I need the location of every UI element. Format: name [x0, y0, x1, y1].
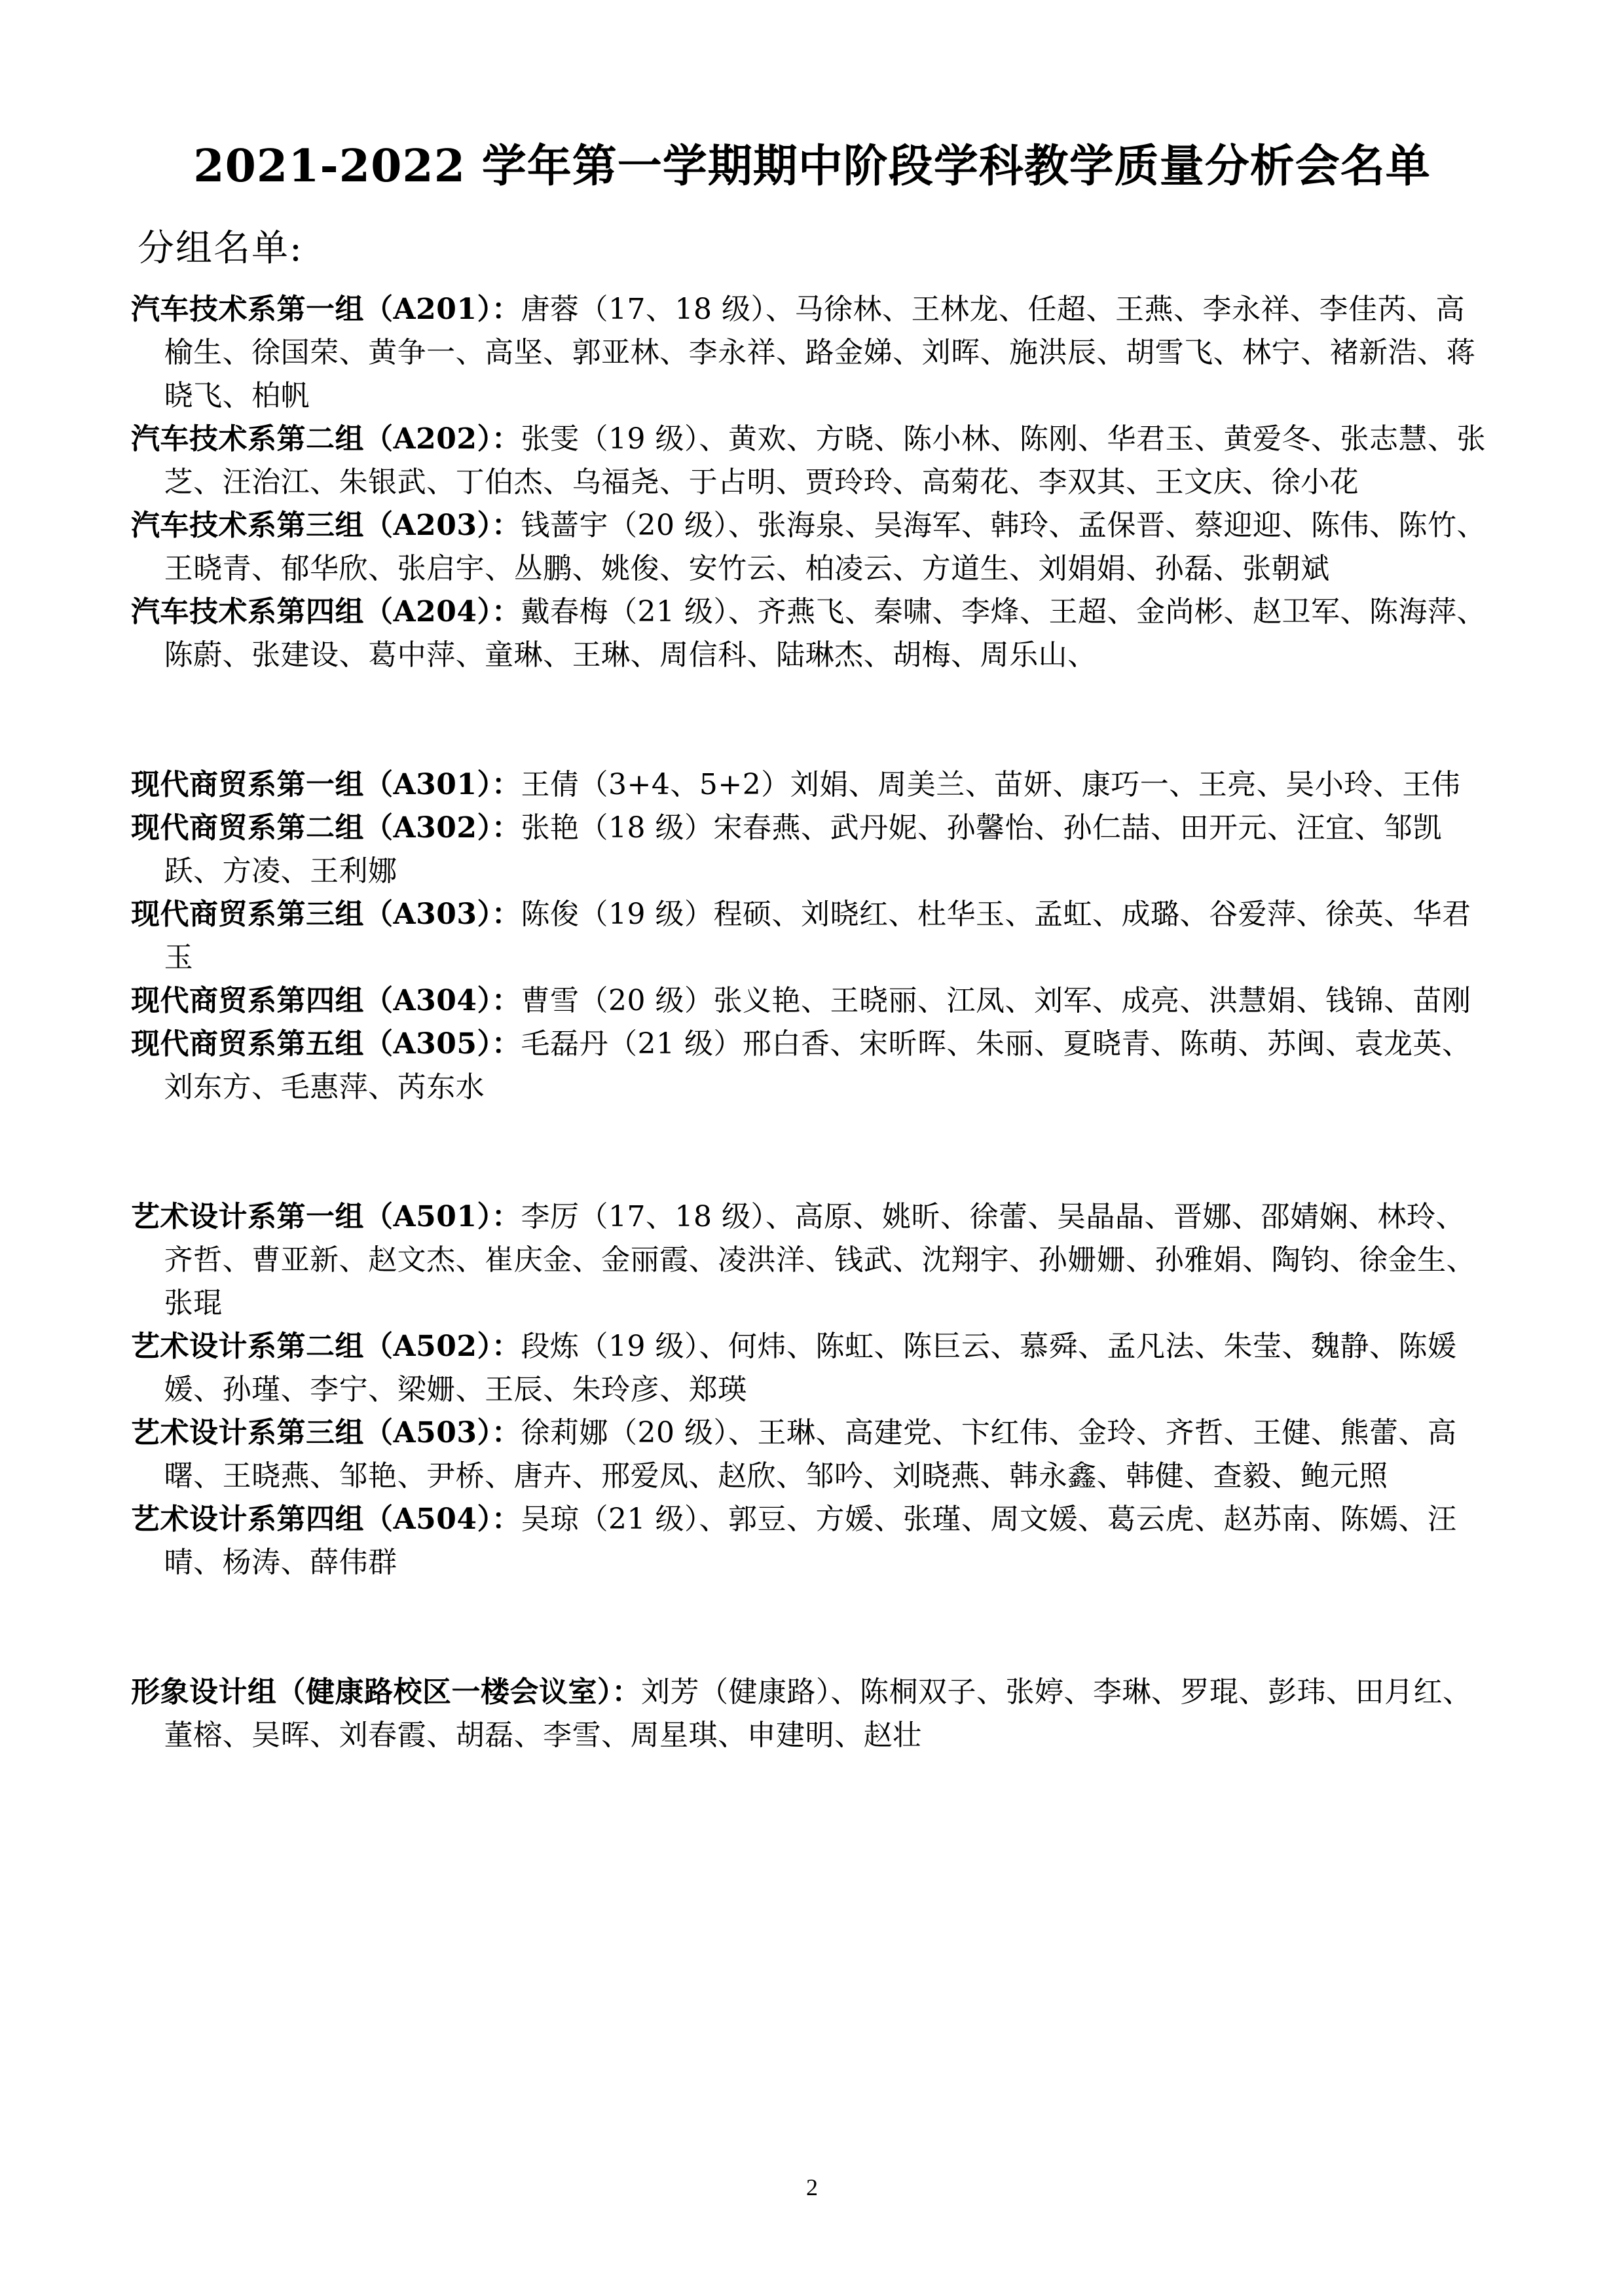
- group-members: 唐蓉（17、18 级）、马徐林、王林龙、任超、王燕、李永祥、李佳芮、高榆生、徐国荣、黄争一、高坚、郭亚林、李永祥、路金娣、刘晖、施洪辰、胡雪飞、林宁、褚新浩、蒋晓飞、柏帆: [164, 293, 1476, 412]
- group-list: [131, 288, 1493, 1757]
- group-name: 现代商贸系第二组（A302）：: [131, 811, 521, 845]
- group-entry: [131, 288, 1493, 418]
- department-commerce: [131, 763, 1493, 1109]
- group-name: 艺术设计系第一组（A501）：: [131, 1200, 521, 1233]
- group-entry: [131, 1195, 1493, 1325]
- group-entry: [131, 1671, 1493, 1757]
- group-name: 现代商贸系第四组（A304）：: [131, 984, 521, 1017]
- group-entry: [131, 1325, 1493, 1412]
- group-entry: [131, 1412, 1493, 1498]
- group-name: 汽车技术系第四组（A204）：: [131, 595, 521, 629]
- group-entry: [131, 979, 1493, 1023]
- group-entry: [131, 1498, 1493, 1584]
- group-name: 现代商贸系第一组（A301）：: [131, 768, 521, 801]
- group-members: 段炼（19 级）、何炜、陈虹、陈巨云、慕舜、孟凡法、朱莹、魏静、陈媛媛、孙瑾、李宁、梁姗、王辰、朱玲彦、郑瑛: [164, 1330, 1457, 1406]
- department-art-design: [131, 1195, 1493, 1584]
- group-name: 现代商贸系第三组（A303）：: [131, 898, 521, 931]
- group-members: 戴春梅（21 级）、齐燕飞、秦啸、李烽、王超、金尚彬、赵卫军、陈海萍、陈蔚、张建设、葛中萍、童琳、王琳、周信科、陆琳杰、胡梅、周乐山、: [164, 595, 1486, 672]
- group-name: 汽车技术系第一组（A201）：: [131, 293, 521, 326]
- group-entry: [131, 763, 1493, 807]
- group-members: 李厉（17、18 级）、高原、姚昕、徐蕾、吴晶晶、晋娜、邵婧娴、林玲、齐哲、曹亚新、赵文杰、崔庆金、金丽霞、凌洪洋、钱武、沈翔宇、孙姗姗、孙雅娟、陶钧、徐金生、张琨: [164, 1200, 1476, 1320]
- group-members: 曹雪（20 级）张义艳、王晓丽、江凤、刘军、成亮、洪慧娟、钱锦、苗刚: [521, 984, 1471, 1017]
- department-image-design: [131, 1671, 1493, 1757]
- page-number: 2: [806, 2174, 818, 2200]
- group-name: 艺术设计系第四组（A504）：: [131, 1503, 521, 1536]
- group-name: 现代商贸系第五组（A305）：: [131, 1027, 521, 1061]
- group-name: 汽车技术系第三组（A203）：: [131, 509, 521, 542]
- group-members: 钱蔷宇（20 级）、张海泉、吴海军、韩玲、孟保晋、蔡迎迎、陈伟、陈竹、王晓青、郁华欣、张启宇、丛鹏、姚俊、安竹云、柏凌云、方道生、刘娟娟、孙磊、张朝斌: [164, 509, 1486, 585]
- group-entry: [131, 418, 1493, 504]
- group-entry: [131, 893, 1493, 979]
- group-entry: [131, 807, 1493, 893]
- group-members: 王倩（3+4、5+2）刘娟、周美兰、苗妍、康巧一、王亮、吴小玲、王伟: [521, 768, 1461, 801]
- group-name: 艺术设计系第三组（A503）：: [131, 1416, 521, 1449]
- page-title: 2021-2022 学年第一学期期中阶段学科教学质量分析会名单: [193, 140, 1431, 192]
- group-name: 汽车技术系第二组（A202）：: [131, 422, 521, 456]
- group-entry: [131, 504, 1493, 591]
- group-name: 艺术设计系第二组（A502）：: [131, 1330, 521, 1363]
- group-members: 张雯（19 级）、黄欢、方晓、陈小林、陈刚、华君玉、黄爱冬、张志慧、张芝、汪治江、朱银武、丁伯杰、乌福尧、于占明、贾玲玲、高菊花、李双其、王文庆、徐小花: [164, 422, 1486, 499]
- department-spacer: [131, 677, 1493, 763]
- group-members: 刘芳（健康路）、陈桐双子、张婷、李琳、罗琨、彭玮、田月红、董榕、吴晖、刘春霞、胡磊、李雪、周星琪、申建明、赵壮: [164, 1675, 1472, 1752]
- group-name: 形象设计组（健康路校区一楼会议室）：: [131, 1675, 641, 1709]
- department-spacer: [131, 1584, 1493, 1671]
- group-entry: [131, 1023, 1493, 1109]
- group-members: 徐莉娜（20 级）、王琳、高建党、卞红伟、金玲、齐哲、王健、熊蕾、高曙、王晓燕、邹艳、尹桥、唐卉、邢爱凤、赵欣、邹吟、刘晓燕、韩永鑫、韩健、查毅、鲍元照: [164, 1416, 1457, 1493]
- group-entry: [131, 591, 1493, 677]
- section-heading: 分组名单:: [138, 227, 303, 270]
- group-members: 陈俊（19 级）程硕、刘晓红、杜华玉、孟虹、成璐、谷爱萍、徐英、华君玉: [164, 898, 1471, 974]
- department-spacer: [131, 1109, 1493, 1195]
- group-members: 吴琼（21 级）、郭豆、方媛、张瑾、周文媛、葛云虎、赵苏南、陈嫣、汪晴、杨涛、薛伟群: [164, 1503, 1457, 1579]
- group-members: 毛磊丹（21 级）邢白香、宋昕晖、朱丽、夏晓青、陈萌、苏闽、袁龙英、刘东方、毛惠萍、芮东水: [164, 1027, 1471, 1104]
- group-members: 张艳（18 级）宋春燕、武丹妮、孙馨怡、孙仁喆、田开元、汪宜、邹凯跃、方凌、王利娜: [164, 811, 1442, 888]
- department-automotive: [131, 288, 1493, 677]
